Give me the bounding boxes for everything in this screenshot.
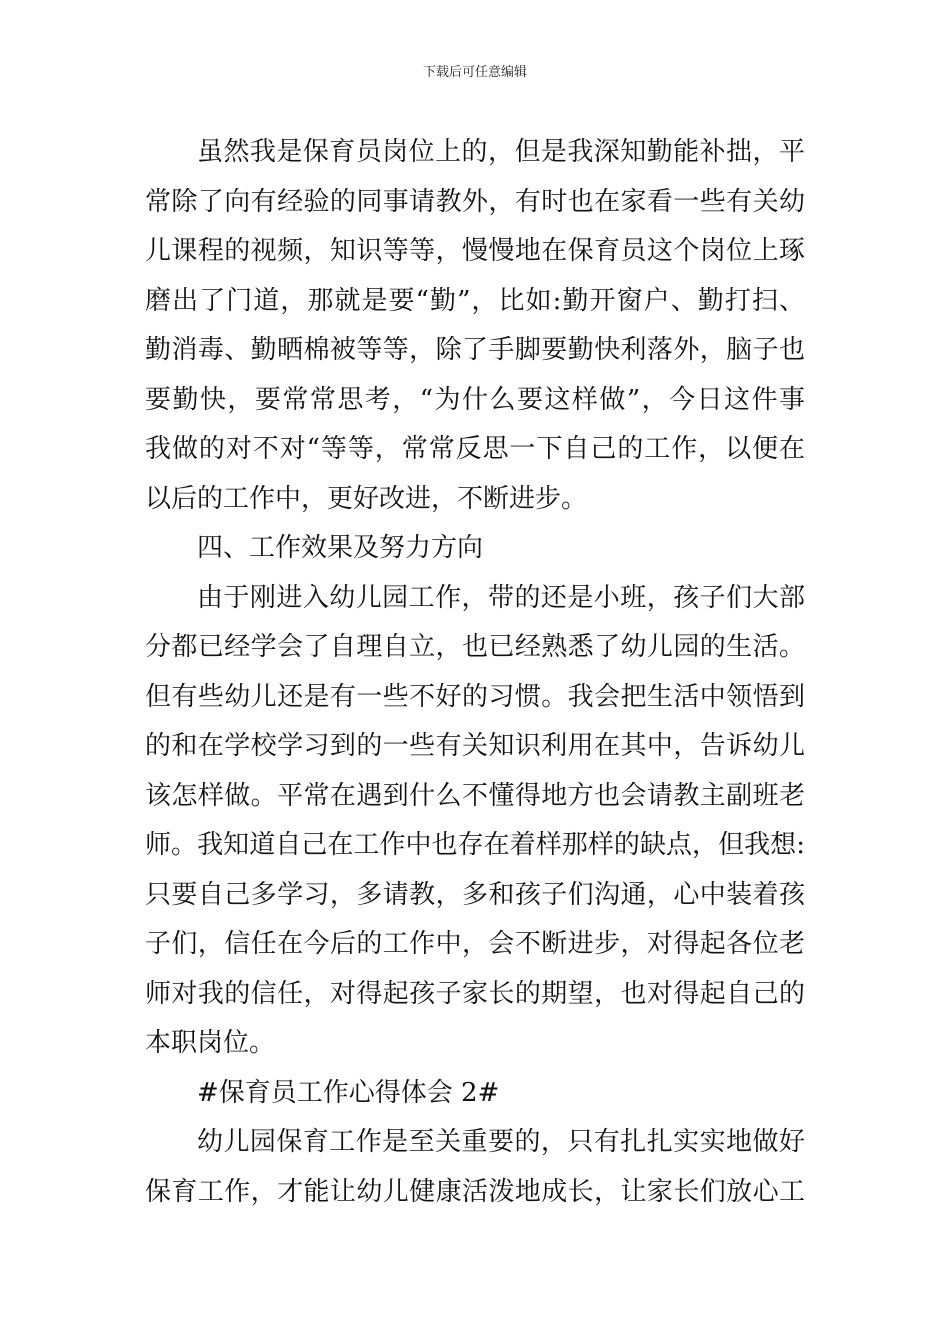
text-line: 保育工作，才能让幼儿健康活泼地成长，让家长们放心工 (145, 1176, 805, 1207)
page-header: 下载后可任意编辑 (422, 65, 527, 80)
text-line: 幼儿园保育工作是至关重要的，只有扎扎实实地做好 (197, 1127, 805, 1157)
text-line: 该怎样做。平常在遇到什么不懂得地方也会请教主副班老 (145, 780, 805, 811)
text-line: 师对我的信任，对得起孩子家长的期望，也对得起自己的 (145, 978, 805, 1009)
text-line: 师。我知道自己在工作中也存在着样那样的缺点，但我想: (145, 830, 805, 860)
text-line: 由于刚进入幼儿园工作，带的还是小班，孩子们大部 (197, 582, 805, 613)
text-line: 只要自己多学习，多请教，多和孩子们沟通，心中装着孩 (145, 879, 805, 910)
text-line: 以后的工作中，更好改进，不断进步。 (145, 483, 588, 514)
text-line: 的和在学校学习到的一些有关知识利用在其中，告诉幼儿 (145, 731, 805, 761)
text-line: 常除了向有经验的同事请教外，有时也在家看一些有关幼 (145, 186, 805, 217)
text-line: 要勤快，要常常思考，“为什么要这样做”，今日这件事 (145, 384, 805, 415)
text-line: 磨出了门道，那就是要“勤”，比如:勤开窗户、勤打扫、 (145, 285, 805, 316)
text-line: 子们，信任在今后的工作中，会不断进步，对得起各位老 (145, 929, 805, 959)
text-line: 虽然我是保育员岗位上的，但是我深知勤能补拙，平 (197, 137, 805, 167)
text-line: #保育员工作心得体会 2# (197, 1077, 500, 1108)
text-line: 四、工作效果及努力方向 (197, 533, 484, 563)
text-line: 本职岗位。 (145, 1028, 276, 1058)
text-line: 儿课程的视频，知识等等，慢慢地在保育员这个岗位上琢 (145, 236, 805, 266)
text-line: 勤消毒、勤晒棉被等等，除了手脚要勤快利落外，脑子也 (145, 335, 805, 365)
text-line: 分都已经学会了自理自立，也已经熟悉了幼儿园的生活。 (145, 632, 805, 662)
text-line: 我做的对不对“等等，常常反思一下自己的工作，以便在 (145, 434, 805, 464)
text-line: 但有些幼儿还是有一些不好的习惯。我会把生活中领悟到 (145, 681, 805, 712)
document-body (145, 128, 805, 1217)
